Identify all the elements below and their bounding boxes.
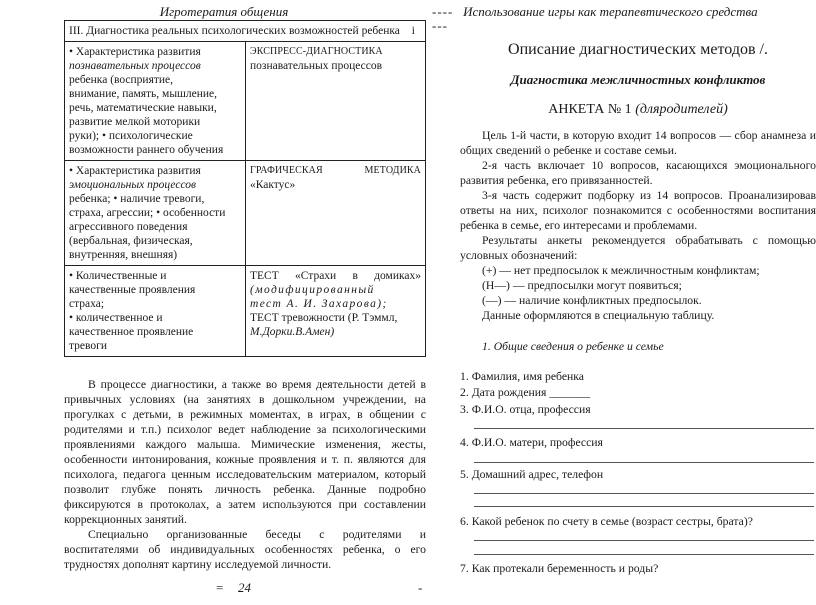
question-2: 2. Дата рождения _______	[460, 386, 591, 399]
note: Данные оформляются в специальную таблицу.	[482, 309, 715, 322]
paragraph: 2-я часть включает 10 вопросов, касающихся эмоционального развития ребенка, его привязанностей.	[460, 159, 816, 187]
cell-line: ЭКСПРЕСС-ДИАГНОСТИКА	[250, 46, 383, 57]
cell-line: страха, агрессии; • особенности	[69, 207, 226, 219]
question-6: 6. Какой ребенок по счету в семье (возраст сестры, брата)?	[460, 515, 753, 528]
cell-line: ребенка (восприятие,	[69, 74, 174, 86]
cell-line: тест А. И. Захарова);	[250, 298, 388, 310]
cell-line: страха;	[69, 298, 105, 310]
cell-line: возможности раннего обучения	[69, 144, 224, 156]
question-3: 3. Ф.И.О. отца, профессия	[460, 403, 591, 416]
cell-line: • Характеристика развития	[69, 165, 201, 177]
table-row	[65, 42, 426, 161]
cell-line: развитие мелкой моторики	[69, 116, 201, 128]
question-1: 1. Фамилия, имя ребенка	[460, 370, 584, 383]
cell-line: (модифицированный	[250, 284, 375, 296]
paragraph: 3-я часть содержит подборку из 14 вопросов. Проанализировав ответы на них, психолог познакомится с особенностями воспитания ребенка в семье, его интересами и проблемами.	[460, 189, 816, 232]
footer-right-mark: -	[418, 580, 423, 595]
cell-line: М.Дорки.В.Амен)	[250, 326, 335, 338]
paragraph: Результаты анкеты рекомендуется обрабатывать с помощью условных обозначений:	[460, 234, 816, 262]
answer-line	[474, 540, 814, 541]
legend-item: (—) — наличие конфликтных предпосылок.	[482, 294, 702, 307]
cell-line: ребенка; • наличие тревоги,	[69, 193, 205, 205]
table-row	[65, 266, 426, 357]
cell-line: ТЕСТ «Страхи в домиках»	[250, 270, 421, 282]
answer-line	[474, 506, 814, 507]
question-5: 5. Домашний адрес, телефон	[460, 468, 604, 481]
answer-line	[474, 462, 814, 463]
running-head-text: Использование игры как терапевтического средства	[463, 4, 758, 19]
cell-line: качественные проявления	[69, 284, 196, 296]
page-title: Описание диагностических методов /.	[508, 41, 768, 58]
table-heading	[65, 21, 426, 42]
running-head-left: Игротератия общения	[159, 4, 289, 19]
page-number: 24	[238, 580, 251, 595]
cell-line: качественное проявление	[69, 326, 194, 338]
answer-line	[474, 493, 814, 494]
cell-line: познавательных процессов	[69, 60, 201, 72]
running-head-dash-2: ---	[432, 18, 448, 33]
cell-line: речь, математические навыки,	[69, 102, 217, 114]
intro-text	[460, 128, 816, 323]
cell-line: «Кактус»	[250, 179, 296, 191]
cell-line: • количественное и	[69, 312, 163, 324]
section-title: 1. Общие сведения о ребенке и семье	[482, 340, 664, 353]
body-text-left	[64, 377, 426, 572]
answer-line	[474, 428, 814, 429]
running-head-right	[432, 4, 758, 20]
table-cell-method	[246, 161, 426, 266]
table-heading-text: III. Диагностика реальных психологических возможностей ребенка	[69, 25, 400, 37]
answer-line	[474, 554, 814, 555]
cell-line: внутренняя, внешняя)	[69, 249, 178, 261]
table-cell-method	[246, 266, 426, 357]
anketa-note: (дляродителей)	[635, 102, 728, 117]
anketa-title	[460, 101, 816, 119]
legend-item: (+) — нет предпосылок к межличностным конфликтам;	[482, 264, 760, 277]
cell-line: • Характеристика развития	[69, 46, 201, 58]
question-4: 4. Ф.И.О. матери, профессия	[460, 436, 603, 449]
running-head-dash: ----	[432, 4, 454, 19]
table-cell-characteristic	[65, 161, 246, 266]
cell-line: ТЕСТ тревожности (Р. Тэммл,	[250, 312, 398, 324]
table-heading-mark: i	[411, 25, 415, 37]
cell-line: тревоги	[69, 340, 107, 352]
legend-item: (Н—) — предпосылки могут появиться;	[482, 279, 682, 292]
table-cell-characteristic	[65, 42, 246, 161]
paragraph: Цель 1-й части, в которую входит 14 вопросов — сбор анамнеза и общих сведений о ребенке и составе семьи.	[460, 129, 816, 157]
cell-line: внимание, память, мышление,	[69, 88, 218, 100]
cell-line: агрессивного поведения	[69, 221, 188, 233]
paragraph: В процессе диагностики, а также во время деятельности детей в привычных условиях (на занятиях в дошкольном учреждении, на прогулках с детьми, в режимных моментах, в играх, в общении с родителями и т.п.) психолог ведет наблюдение за психологическими проявлениями каждого малыша. Мимические изменения, жесты, особенности интонирования, кожные проявления и т. п. являются для психолога, педагога ценным исследовательским материалом, который позволит глубже понять личность ребенка. Данные подробно фиксируются в протоколах, а затем используются при составлении коррекционных занятий.	[64, 378, 426, 526]
cell-line: ГРАФИЧЕСКАЯ МЕТОДИКА	[250, 165, 421, 176]
question-7: 7. Как протекали беременность и роды?	[460, 562, 659, 575]
diagnostics-table	[64, 20, 426, 357]
paragraph: Специально организованные беседы с родителями и воспитателями об индивидуальных особенностях ребенка, о его трудностях дополнят картину исследуемой личности.	[64, 528, 426, 571]
cell-line: руки); • психологические	[69, 130, 193, 142]
table-cell-characteristic	[65, 266, 246, 357]
table-heading-row	[65, 21, 426, 42]
subtitle: Диагностика межличностных конфликтов	[510, 72, 766, 87]
cell-line: • Количественные и	[69, 270, 167, 282]
anketa-label: АНКЕТА № 1	[548, 102, 632, 117]
cell-line: познавательных процессов	[250, 60, 382, 72]
table-row	[65, 161, 426, 266]
footer-left-mark: =	[216, 580, 224, 595]
table-cell-method	[246, 42, 426, 161]
cell-line: (вербальная, физическая,	[69, 235, 193, 247]
cell-line: эмоциональных процессов	[69, 179, 197, 191]
